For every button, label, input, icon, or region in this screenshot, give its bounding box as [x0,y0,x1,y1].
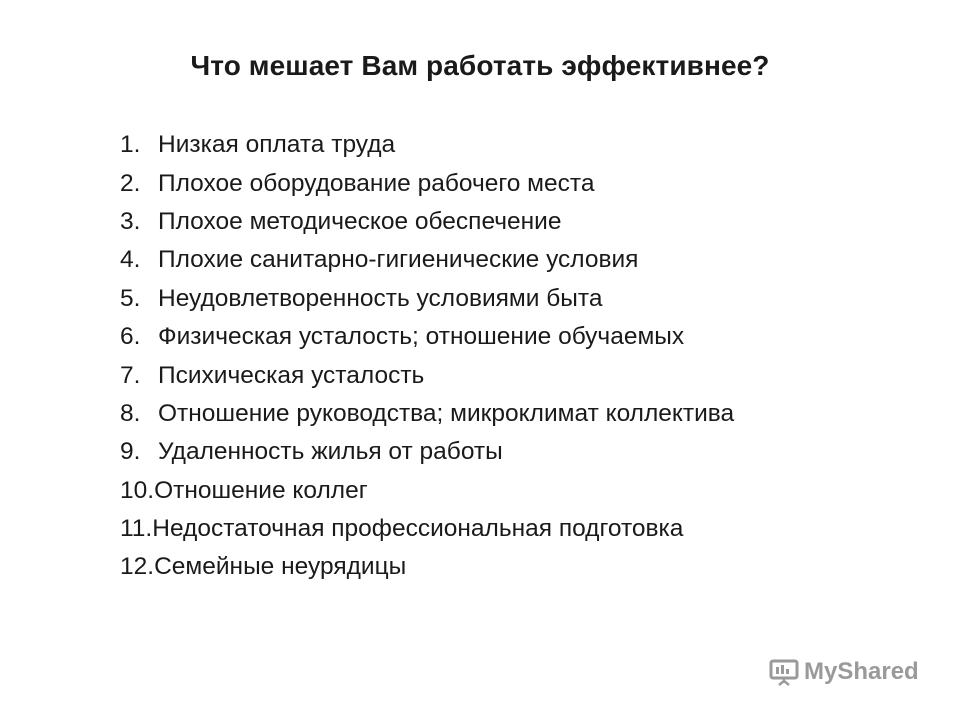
item-text: Психическая усталость [158,361,425,389]
item-number: 4. [120,246,141,274]
item-number: 8. [120,399,141,427]
list-item [120,241,910,279]
list-item [120,318,910,356]
list-item [120,472,910,510]
item-text: Недостаточная профессиональная подготовка [152,515,684,543]
list-item [120,510,910,548]
item-text: Неудовлетворенность условиями быта [158,284,603,312]
item-text: Удаленность жилья от работы [158,438,503,466]
item-number: 12. [120,553,155,581]
list-item [120,203,910,241]
item-text: Отношение руководства; микроклимат коллектива [158,399,735,427]
item-text: Семейные неурядицы [154,553,407,581]
list-item [120,433,910,471]
item-number: 5. [120,284,141,312]
list-item [120,126,910,164]
item-number: 9. [120,438,141,466]
item-text: Низкая оплата труда [158,131,396,159]
watermark [768,656,919,688]
item-number: 7. [120,361,141,389]
item-text: Физическая усталость; отношение обучаемых [158,323,685,351]
item-number: 3. [120,207,141,235]
list-item [120,395,910,433]
slide-title: Что мешает Вам работать эффективнее? [190,50,770,81]
item-text: Плохое оборудование рабочего места [158,169,595,197]
item-text: Плохое методическое обеспечение [158,207,562,235]
item-text: Плохие санитарно-гигиенические условия [158,246,639,274]
item-number: 6. [120,323,141,351]
item-number: 11. [120,515,153,543]
item-number: 1. [120,131,141,159]
watermark-text: MyShared [804,658,919,685]
list-item [120,164,910,202]
item-text: Отношение коллег [154,476,368,504]
presentation-screen-icon [768,656,800,688]
list-item [120,548,910,586]
item-number: 10. [120,476,155,504]
list-item [120,280,910,318]
item-number: 2. [120,169,141,197]
list-item [120,356,910,394]
numbered-list [120,126,910,587]
